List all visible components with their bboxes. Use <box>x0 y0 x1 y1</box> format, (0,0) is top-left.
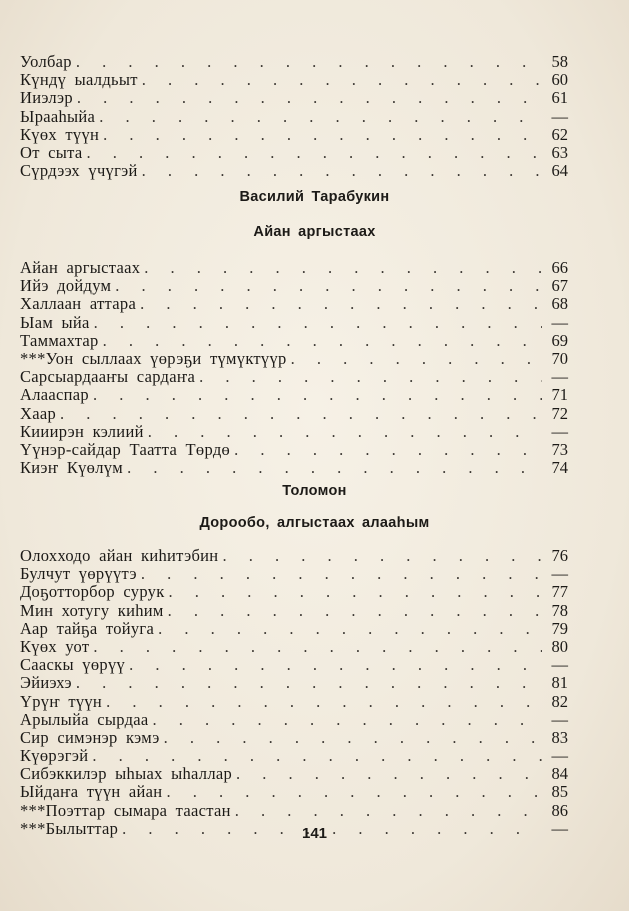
toc-entry <box>20 674 568 692</box>
toc-entry <box>20 53 568 71</box>
toc-entry <box>20 693 568 711</box>
toc-entry <box>20 729 568 747</box>
dot-leader <box>83 144 543 162</box>
toc-entry-page: — <box>551 818 568 838</box>
toc-entry <box>20 368 568 386</box>
toc-entry-page: 58 <box>551 52 568 71</box>
toc-entry <box>20 783 568 801</box>
dot-leader <box>73 89 542 107</box>
toc-entry-page: 83 <box>551 727 568 747</box>
toc-entry-page: — <box>551 709 568 729</box>
toc-entry-page: 74 <box>551 458 568 478</box>
author-heading-tolomon: Толомон <box>282 483 347 499</box>
toc-entry-page: 71 <box>551 385 568 405</box>
toc-entry-page: 67 <box>551 276 568 296</box>
toc-entry <box>20 638 568 656</box>
toc-entry-page: 60 <box>551 70 568 90</box>
dot-leader <box>72 674 542 692</box>
toc-entry <box>20 89 568 107</box>
toc-entry-page: 82 <box>551 691 568 711</box>
dot-leader <box>111 277 542 295</box>
toc-entry-page: 61 <box>551 88 568 108</box>
toc-entry-title: Күөрэгэй <box>20 746 89 766</box>
toc-entry-page: 79 <box>551 618 568 638</box>
toc-entry-title: Халлаан аттара <box>20 294 137 314</box>
toc-entry-page: 85 <box>551 782 568 802</box>
toc-entry <box>20 259 568 277</box>
toc-entry-title: Мин хотугу киһим <box>20 600 164 620</box>
toc-entry-page: 77 <box>551 582 568 602</box>
toc-entry-page: 86 <box>551 800 568 820</box>
toc-entry <box>20 459 568 477</box>
toc-entry-title: ***Былыттар <box>20 818 119 838</box>
dot-leader <box>89 386 542 404</box>
dot-leader <box>218 547 542 565</box>
toc-entry-title: Ииэлэр <box>20 88 73 108</box>
toc-entry-title: Күөх түүн <box>20 124 100 144</box>
toc-entry <box>20 441 568 459</box>
toc-entry-title: Алааспар <box>20 385 89 405</box>
dot-leader <box>89 638 542 656</box>
toc-list-section-1 <box>20 53 568 180</box>
toc-entry-page: 62 <box>551 124 568 144</box>
toc-entry <box>20 547 568 565</box>
toc-entry-page: 78 <box>551 600 568 620</box>
toc-entry-title: Сибэккилэр ыһыах ыһаллар <box>20 764 233 784</box>
toc-entry-title: Уолбар <box>20 52 72 71</box>
toc-entry-page: 69 <box>551 330 568 350</box>
toc-entry <box>20 765 568 783</box>
dot-leader <box>162 783 542 801</box>
dot-leader <box>123 459 542 477</box>
toc-entry-title: Ырааһыйа <box>20 106 96 126</box>
toc-entry-title: Күөх уот <box>20 636 90 656</box>
dot-leader <box>231 802 542 820</box>
dot-leader <box>125 656 542 674</box>
toc-entry-title: Сүрдээх үчүгэй <box>20 161 138 181</box>
toc-entry-page: — <box>551 312 568 332</box>
toc-entry <box>20 620 568 638</box>
toc-entry-title: Хаар <box>20 403 57 423</box>
toc-entry-title: ***Поэттар сымара таастан <box>20 800 231 820</box>
toc-list-section-2 <box>20 259 568 477</box>
dot-leader <box>138 162 542 180</box>
page-number: 141 <box>301 825 328 842</box>
toc-entry-page: — <box>551 655 568 675</box>
toc-entry-title: Олохходо айан киһитэбин <box>20 546 219 565</box>
toc-entry-title: Сааскы үөрүү <box>20 655 126 675</box>
toc-entry <box>20 126 568 144</box>
toc-entry-title: Доҕотторбор сурук <box>20 582 165 602</box>
toc-entry-page: 80 <box>551 636 568 656</box>
toc-entry-title: Эйиэхэ <box>20 673 72 693</box>
dot-leader <box>136 295 542 313</box>
toc-entry-title: Киэҥ Күөлүм <box>20 458 124 478</box>
dot-leader <box>88 747 542 765</box>
toc-entry <box>20 386 568 404</box>
toc-entry <box>20 565 568 583</box>
book-heading-doroobo: Дорообо, алгыстаах алааһым <box>199 515 430 531</box>
toc-entry-title: Ыам ыйа <box>20 312 90 332</box>
toc-entry-page: — <box>551 564 568 584</box>
dot-leader <box>95 108 542 126</box>
toc-entry-title: Ыйдаҥа түүн айан <box>20 782 163 802</box>
dot-leader <box>138 71 542 89</box>
toc-entry-page: 63 <box>551 142 568 162</box>
toc-entry <box>20 656 568 674</box>
toc-entry <box>20 583 568 601</box>
book-heading-aiyan-argystaakh: Айан аргыстаах <box>253 224 376 240</box>
dot-leader <box>164 602 542 620</box>
toc-entry-title: Үрүҥ түүн <box>20 691 103 711</box>
toc-entry-title: Кииирэн кэлиий <box>20 421 144 441</box>
toc-entry-page: — <box>551 367 568 387</box>
toc-entry-title: Арылыйа сырдаа <box>20 709 149 729</box>
toc-entry <box>20 295 568 313</box>
dot-leader <box>90 314 542 332</box>
toc-entry-page: 73 <box>551 439 568 459</box>
toc-entry-title: Үүнэр-сайдар Таатта Төрдө <box>20 439 231 459</box>
dot-leader <box>154 620 542 638</box>
toc-entry <box>20 277 568 295</box>
toc-entry <box>20 747 568 765</box>
toc-entry-title: Айан аргыстаах <box>20 258 141 277</box>
toc-entry <box>20 405 568 423</box>
toc-entry-page: 81 <box>551 673 568 693</box>
toc-entry-title: Булчут үөрүүтэ <box>20 564 137 584</box>
dot-leader <box>140 259 542 277</box>
dot-leader <box>165 583 542 601</box>
toc-entry <box>20 332 568 350</box>
toc-entry <box>20 108 568 126</box>
dot-leader <box>99 126 542 144</box>
toc-entry-title: Ийэ дойдум <box>20 276 112 296</box>
toc-entry <box>20 602 568 620</box>
toc-entry <box>20 314 568 332</box>
toc-entry-title: ***Уон сыллаах үөрэҕи түмүктүүр <box>20 348 287 368</box>
dot-leader <box>99 332 542 350</box>
dot-leader <box>137 565 542 583</box>
toc-entry-page: 72 <box>551 403 568 423</box>
toc-entry-title: От сыта <box>20 142 83 162</box>
toc-entry-title: Аар тайҕа тойуга <box>20 618 155 638</box>
dot-leader <box>56 405 542 423</box>
toc-entry <box>20 423 568 441</box>
toc-entry-page: 64 <box>551 161 568 181</box>
dot-leader <box>144 423 542 441</box>
toc-list-section-3 <box>20 547 568 838</box>
toc-entry-page: 70 <box>551 348 568 368</box>
dot-leader <box>195 368 542 386</box>
dot-leader <box>72 53 542 71</box>
dot-leader <box>232 765 542 783</box>
toc-entry <box>20 162 568 180</box>
toc-entry-page: 66 <box>551 258 568 277</box>
toc-entry-title: Таммахтар <box>20 330 99 350</box>
dot-leader <box>287 350 542 368</box>
toc-entry <box>20 802 568 820</box>
toc-entry-page: — <box>551 746 568 766</box>
toc-entry-page: — <box>551 106 568 126</box>
author-heading-tarabukin: Василий Тарабукин <box>239 189 390 205</box>
toc-entry <box>20 144 568 162</box>
toc-entry <box>20 350 568 368</box>
dot-leader <box>160 729 542 747</box>
toc-entry-page: 76 <box>551 546 568 565</box>
toc-entry <box>20 711 568 729</box>
dot-leader <box>102 693 542 711</box>
toc-entry-page: 68 <box>551 294 568 314</box>
toc-entry-title: Сарсыардааҥы сардаҥа <box>20 367 196 387</box>
toc-entry-title: Күндү ыалдьыт <box>20 70 138 90</box>
toc-entry-title: Сир симэнэр кэмэ <box>20 727 160 747</box>
dot-leader <box>149 711 542 729</box>
toc-entry <box>20 71 568 89</box>
dot-leader <box>230 441 542 459</box>
toc-entry-page: — <box>551 421 568 441</box>
toc-entry-page: 84 <box>551 764 568 784</box>
